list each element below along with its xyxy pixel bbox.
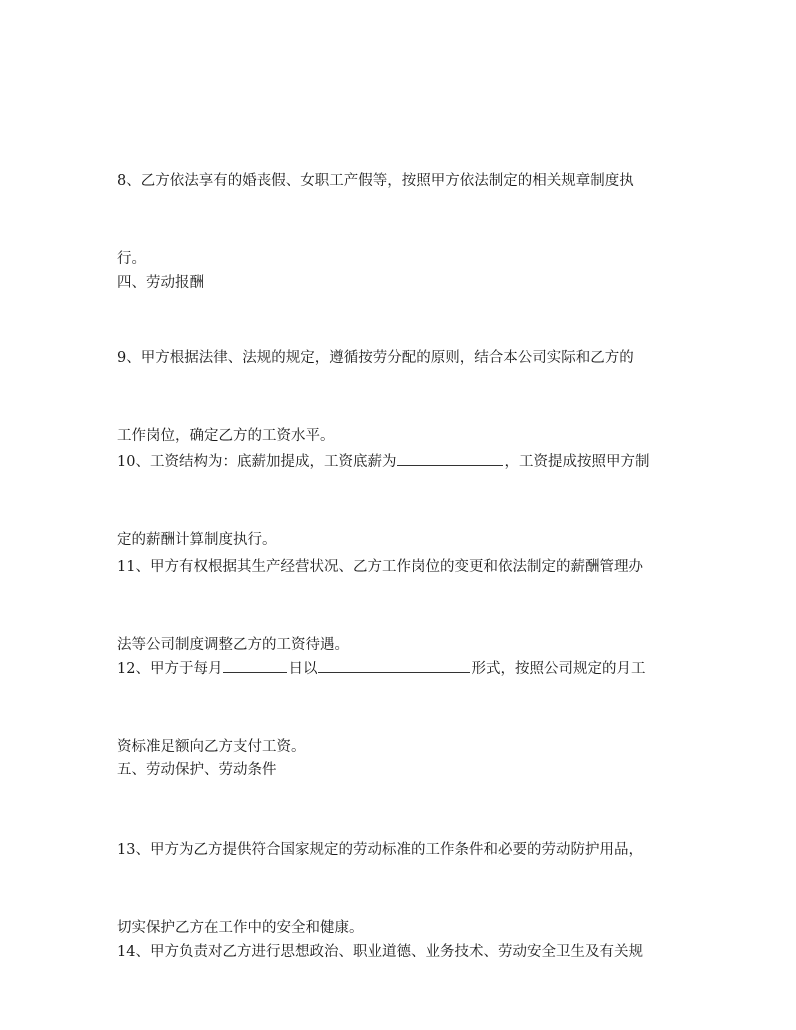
clause-11-line-2: 法等公司制度调整乙方的工资待遇。 — [117, 637, 349, 653]
clause-14-line-1: 14、甲方负责对乙方进行思想政治、职业道德、业务技术、劳动安全卫生及有关规 — [117, 944, 643, 960]
section-heading-5-text: 五、劳动保护、劳动条件 — [117, 762, 277, 778]
pay-method-blank — [318, 657, 470, 673]
clause-12-line-1 — [117, 656, 687, 682]
clause-10-line-2: 定的薪酬计算制度执行。 — [117, 532, 277, 548]
clause-13-line-2: 切实保护乙方在工作中的安全和健康。 — [117, 920, 364, 936]
clause-10-text-b: ，工资提成按照甲方制 — [504, 454, 650, 470]
clause-8-line-1: 8、乙方依法享有的婚丧假、女职工产假等，按照甲方依法制定的相关规章制度执 — [117, 173, 634, 189]
clause-12-text-a: 12、甲方于每月 — [117, 661, 223, 677]
pay-day-blank — [223, 657, 287, 673]
clause-14 — [117, 887, 687, 1017]
salary-base-blank — [397, 450, 503, 466]
clause-9-line-1: 9、甲方根据法律、法规的规定，遵循按劳分配的原则，结合本公司实际和乙方的 — [117, 350, 634, 366]
section-heading-4-text: 四、劳动报酬 — [117, 275, 204, 291]
clause-12-text-b: 日以 — [288, 661, 318, 677]
clause-13-line-1: 13、甲方为乙方提供符合国家规定的劳动标准的工作条件和必要的劳动防护用品， — [117, 842, 643, 858]
clause-10-line-1 — [117, 449, 687, 475]
clause-8-line-2: 行。 — [117, 251, 146, 267]
clause-12-text-c: 形式，按照公司规定的月工 — [471, 661, 646, 677]
clause-12-line-2: 资标准足额向乙方支付工资。 — [117, 739, 306, 755]
clause-11-line-1: 11、甲方有权根据其生产经营状况、乙方工作岗位的变更和依法制定的薪酬管理办 — [117, 559, 643, 575]
clause-10-text-a: 10、工资结构为：底薪加提成，工资底薪为 — [117, 454, 397, 470]
clause-9-line-2: 工作岗位，确定乙方的工资水平。 — [117, 428, 335, 444]
